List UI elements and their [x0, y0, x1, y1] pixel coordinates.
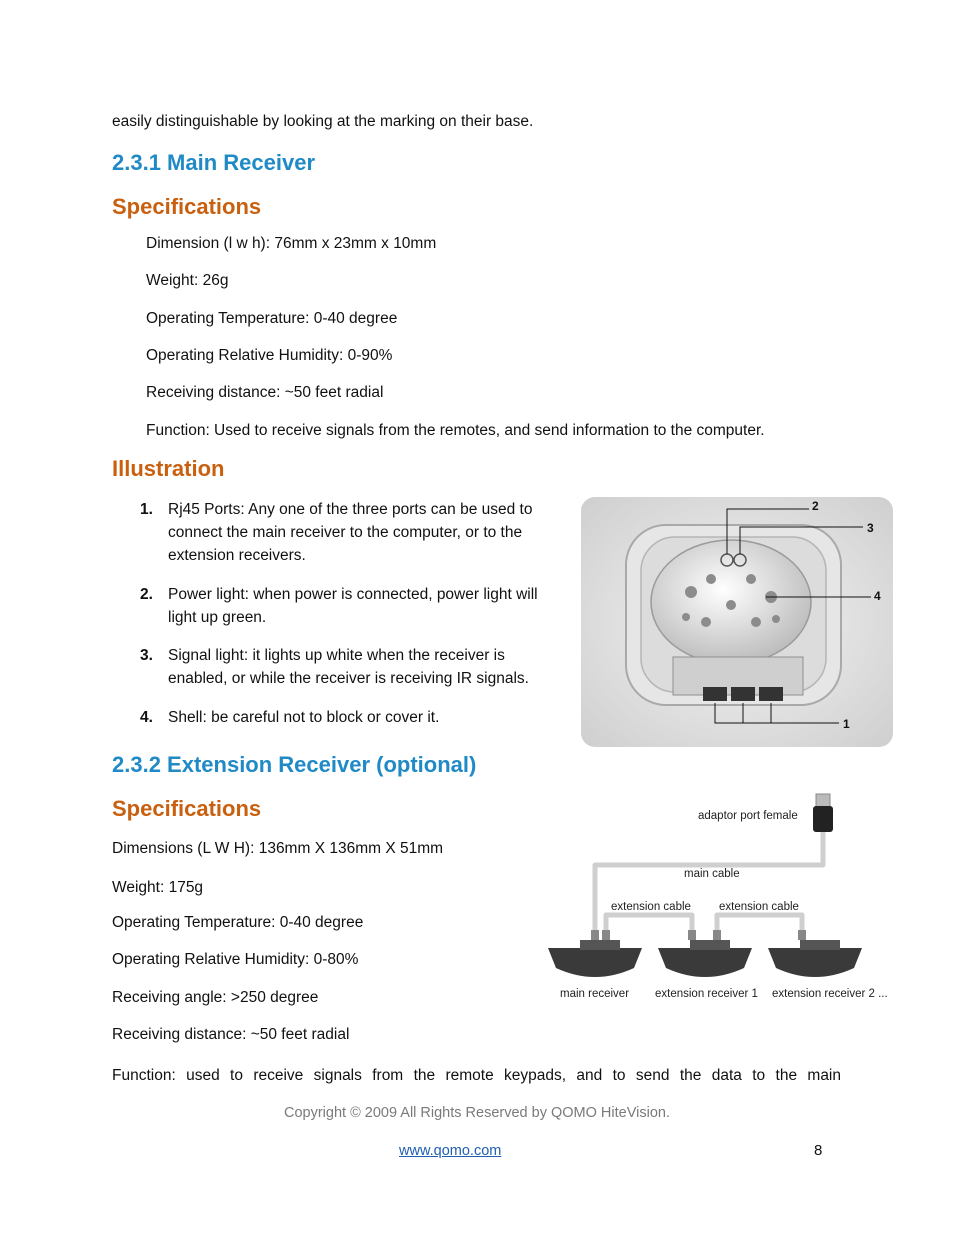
specifications-heading: Specifications — [112, 796, 262, 821]
extension-receiver-2-label: extension receiver 2 ... — [772, 988, 888, 1000]
spec-humidity: Operating Relative Humidity: 0-80% — [112, 951, 359, 968]
spec-temperature: Operating Temperature: 0-40 degree — [146, 310, 398, 327]
spec-distance: Receiving distance: ~50 feet radial — [146, 384, 384, 401]
list-number: 2. — [140, 586, 153, 603]
section-heading-extension-receiver: 2.3.2 Extension Receiver (optional) — [112, 752, 477, 777]
callout-4: 4 — [874, 589, 881, 603]
spec-weight: Weight: 26g — [146, 272, 229, 289]
spec-function: Function: Used to receive signals from the remotes, and send information to the computer. — [146, 422, 765, 439]
list-item — [140, 498, 570, 568]
list-item — [140, 583, 570, 629]
list-text: Rj45 Ports: Any one of the three ports can be used to connect the main receiver to the computer, or to the extension receivers. — [168, 501, 533, 564]
list-number: 3. — [140, 647, 153, 664]
section-heading-main-receiver: 2.3.1 Main Receiver — [112, 150, 316, 175]
extension-receiver-1-label: extension receiver 1 — [655, 988, 758, 1000]
main-receiver-photo — [581, 497, 893, 747]
specifications-heading: Specifications — [112, 194, 262, 219]
connection-diagram — [540, 790, 900, 1010]
website-link[interactable]: www.qomo.com — [399, 1143, 502, 1159]
list-text: Signal light: it lights up white when the receiver is enabled, or while the receiver is receiving IR signals. — [168, 647, 529, 687]
spec-dimension: Dimension (l w h): 76mm x 23mm x 10mm — [146, 235, 437, 252]
list-number: 4. — [140, 709, 153, 726]
spec-temperature: Operating Temperature: 0-40 degree — [112, 914, 364, 931]
list-number: 1. — [140, 501, 153, 518]
callout-2: 2 — [812, 499, 819, 513]
callout-1: 1 — [843, 717, 850, 731]
spec-weight: Weight: 175g — [112, 879, 204, 896]
function-text: Function: used to receive signals from the remote keypads, and to send the data to the main — [112, 1067, 841, 1084]
main-receiver-label: main receiver — [560, 988, 630, 1000]
spec-angle: Receiving angle: >250 degree — [112, 989, 319, 1006]
callout-3: 3 — [867, 521, 874, 535]
main-cable-label: main cable — [684, 868, 740, 880]
list-item — [140, 706, 570, 729]
extension-cable-label: extension cable — [719, 901, 799, 913]
spec-dimensions: Dimensions (L W H): 136mm X 136mm X 51mm — [112, 840, 444, 857]
spec-humidity: Operating Relative Humidity: 0-90% — [146, 347, 393, 364]
list-text: Shell: be careful not to block or cover it. — [168, 709, 440, 726]
adaptor-label: adaptor port female — [698, 810, 798, 822]
list-text: Power light: when power is connected, power light will light up green. — [168, 586, 538, 626]
intro-text: easily distinguishable by looking at the marking on their base. — [112, 113, 534, 130]
spec-distance: Receiving distance: ~50 feet radial — [112, 1026, 350, 1043]
copyright-text: Copyright © 2009 All Rights Reserved by QOMO HiteVision. — [284, 1105, 670, 1121]
illustration-heading: Illustration — [112, 456, 225, 481]
extension-cable-label: extension cable — [611, 901, 691, 913]
list-item — [140, 644, 570, 690]
page-number: 8 — [814, 1142, 823, 1159]
